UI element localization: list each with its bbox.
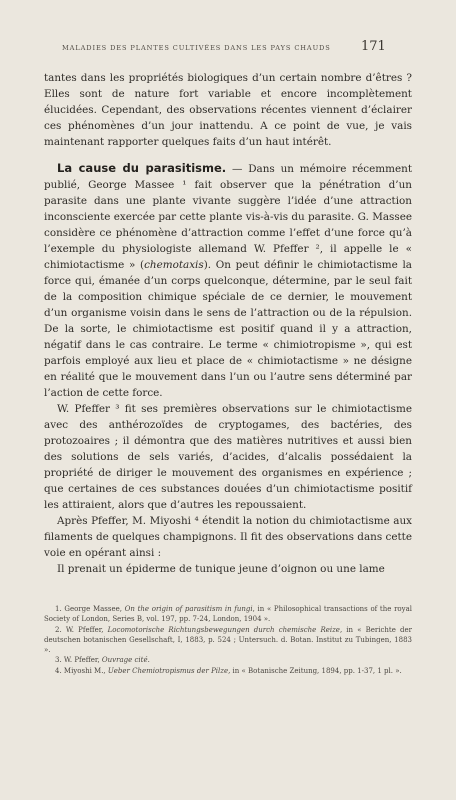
footnote-3 xyxy=(44,655,412,665)
running-header: MALADIES DES PLANTES CULTIVÉES DANS LES PAYS CHAUDS xyxy=(62,44,331,52)
footnote-text: 3. W. Pfeffer, xyxy=(55,656,102,665)
paragraph-onion: Il prenait un épiderme de tunique jeune d’oignon ou une lame xyxy=(57,563,385,575)
paragraph-miyoshi: Après Pfeffer, M. Miyoshi ⁴ étendit la notion du chimiotactisme aux filaments de quelques champignons. Il fit des observations dans cette voie en opérant ainsi : xyxy=(44,515,412,559)
footnote-text: 4. Miyoshi M., xyxy=(55,666,108,675)
footnote-4 xyxy=(44,666,412,676)
footnotes xyxy=(44,604,412,676)
paragraph-text: — Dans un mémoire récemment publié, George Massee ¹ fait observer que la pénétration d’un parasite dans une plante vivante suggère l’idée d’une attraction inconsciente exercée par cette plante vis-à-vis du parasite. G. Massee considère ce phénomène d’attraction comme l’effet d’une force qu’à l’exemple du physiologiste allemand W. Pfeffer ², il appelle le « chimiotactisme » ( xyxy=(44,163,412,271)
paragraph-pfeffer: W. Pfeffer ³ fit ses premières observations sur le chimiotactisme avec des anthérozoïdes de cryptogames, des bactéries, des protozoaires ; il démontra que des matières nutritives et aussi bien des solutions de sels variés, d’acides, d’alcalis possédaient la propriété de diriger le mouvement des organismes en expérience ; que certaines de ces substances douées d’un chimiotactisme positif les attiraient, alors que d’autres les repoussaient. xyxy=(44,403,412,511)
footnote-title: Ueber Chemiotropismus der Pilze xyxy=(107,666,229,675)
paragraph-continued: tantes dans les propriétés biologiques d’un certain nombre d’êtres ? Elles sont de nature fort variable et encore incomplètement élucidées. Cependant, des observations récentes viennent d’éclairer ces phénomènes d’un jour inattendu. A ce point de vue, je vais maintenant rapporter quelques faits d’un haut intérêt. xyxy=(44,72,412,148)
footnote-2 xyxy=(44,625,412,656)
footnote-text: , in « Berichte der deutschen botanischen Gesellschaft, I, 1883, p. 524 ; Untersuch. d. Botan. Institut zu Tubingen, 1883 ». xyxy=(44,625,412,655)
italic-term: chemotaxis xyxy=(144,259,204,271)
footnote-text: , in « Botanische Zeitung, 1894, pp. 1-37, 1 pl. ». xyxy=(228,666,402,675)
footnote-title: Locomotorische Richtungsbewegungen durch chemische Reize xyxy=(107,625,340,634)
paragraph-text: ). On peut définir le chimiotactisme la force qui, émanée d’un corps quelconque, détermine, par le seul fait de la composition chimique spéciale de ce dernier, le mouvement d’un organisme voisin dans le sens de l’attraction ou de la répulsion. De la sorte, le chimiotactisme est positif quand il y a attraction, négatif dans le cas contraire. Le terme « chimiotropisme », qui est parfois employé aux lieu et place de « chimiotactisme » ne désigne en réalité que le mouvement dans l’un ou l’autre sens déterminé par l’action de cette force. xyxy=(44,259,413,399)
page-number: 171 xyxy=(361,39,386,54)
footnote-1 xyxy=(44,604,412,625)
footnote-text: 1. George Massee, xyxy=(55,605,125,613)
section-heading: La cause du parasitisme. xyxy=(57,161,227,175)
footnote-text: 2. W. Pfeffer, xyxy=(55,625,108,634)
footnote-text: , in « Philosophical transactions of the royal Society of London, Series B, vol. 197, pp. 7-24, London, 1904 ». xyxy=(44,605,412,624)
main-text xyxy=(44,70,412,577)
footnote-title: On the origin of parasitism in fungi xyxy=(124,605,253,613)
footnote-title: Ouvrage cité. xyxy=(101,656,150,665)
paragraph-parasitism xyxy=(44,160,412,401)
